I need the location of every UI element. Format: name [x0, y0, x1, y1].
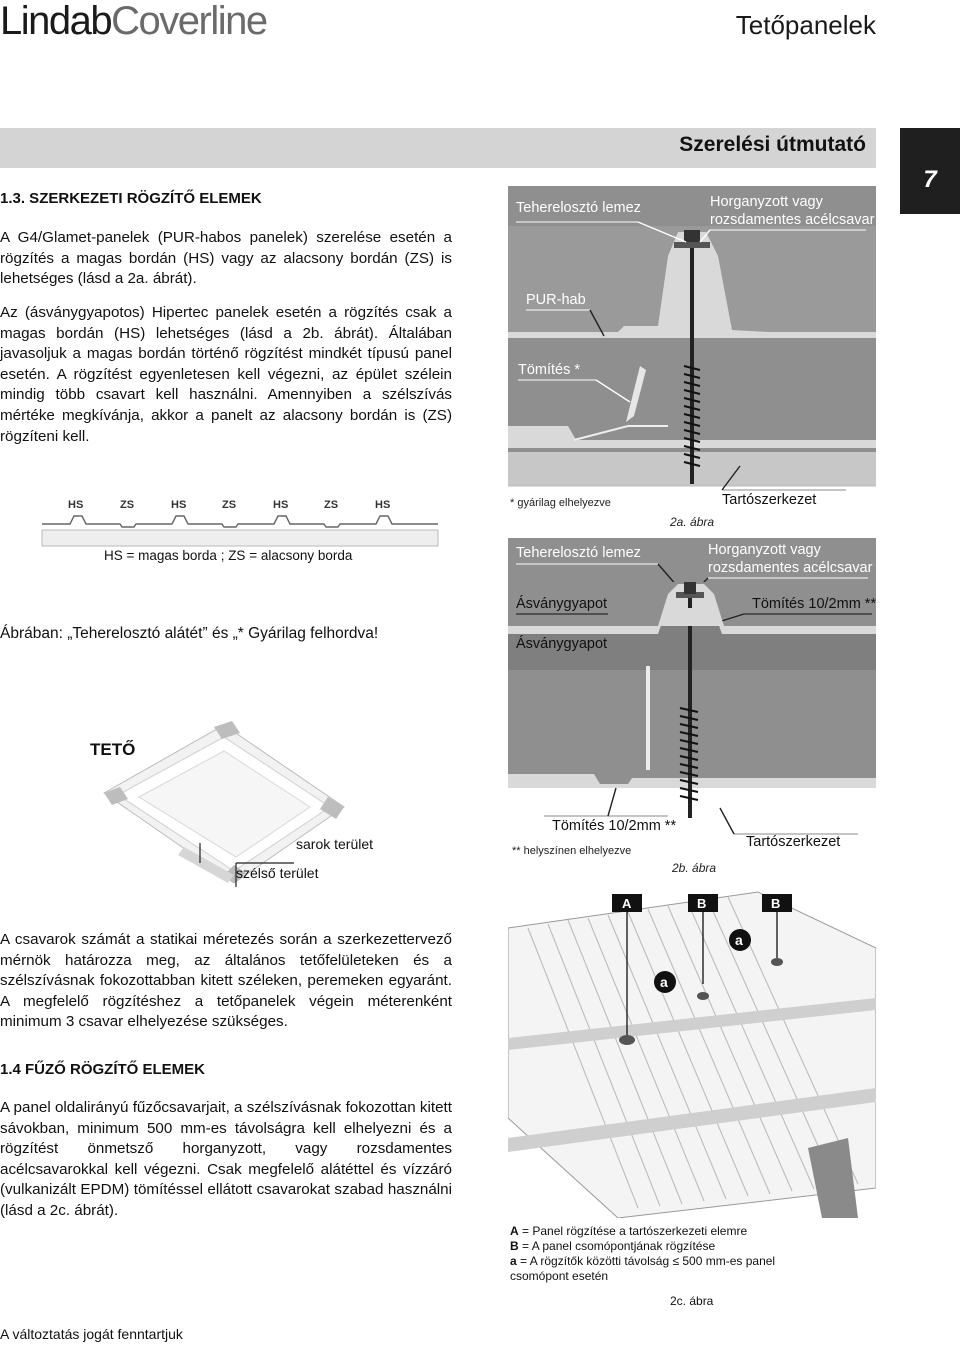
legend-text-A: = Panel rögzítése a tartószerkezeti elemre: [522, 1224, 748, 1238]
profile-label-zs-3: ZS: [324, 499, 339, 511]
figure-2a: [508, 186, 876, 536]
profile-label-zs-2: ZS: [222, 499, 237, 511]
heading-stitch-fasteners: 1.4 FŰZŐ RÖGZÍTŐ ELEMEK: [0, 1061, 206, 1078]
legend-text-a: = A rögzítők közötti távolság ≤ 500 mm-es panel csomópont esetén: [510, 1254, 776, 1283]
brand-part2: Coverline: [111, 0, 267, 43]
figure-2b: [508, 538, 876, 878]
marker-a2: a: [660, 974, 668, 990]
legend-row-A: [510, 1224, 800, 1239]
label-site: ** helyszínen elhelyezve: [512, 845, 632, 857]
profile-label-hs-3: HS: [273, 499, 289, 511]
roof-edge-label: szélső terület: [236, 865, 319, 881]
legend-text-B: = A panel csomópontjának rögzítése: [522, 1239, 716, 1253]
profile-labels: [68, 499, 390, 511]
label-wool: Ásványgyapot: [516, 636, 608, 652]
profile-label-hs-2: HS: [171, 499, 187, 511]
paragraph-2: Az (ásványgyapotos) Hipertec panelek esetén a rögzítés csak a magas bordán (HS) lehetséges (lásd a 2b. ábrát). Általában javasoljuk a magas bordán történő rögzítést mindkét típusú panel esetén. A rögzítést egyenletesen kell végezni, az épület szélein mindig több csavart kell használni. Amennyiben a szélszívás mértéke megkívánja, akkor a panelt az alacsony bordán is (ZS) rögzíteni kell.: [0, 304, 452, 445]
profile-label-zs-1: ZS: [120, 499, 135, 511]
chapter-tab: 7: [900, 128, 960, 214]
paragraph-3: A csavarok számát a statikai méretezés során a szerkezettervező mérnök határozza meg, az általános tetőfelületeken és a szélszívásnak fokozottabban kitett széleken, peremeken egyaránt. A megfelelő rögzítéshez a tetőpanelek végein méterenként minimum 3 csavar elhelyezése szükséges.: [0, 931, 452, 1031]
label-screw-line2: rozsdamentes acélcsavar: [710, 212, 875, 228]
profile-label-hs-4: HS: [375, 499, 391, 511]
label-seal: Tömítés *: [518, 362, 581, 378]
profile-label-hs-1: HS: [68, 499, 84, 511]
legend-key-a: a: [510, 1254, 517, 1268]
brand-logo: [0, 0, 267, 44]
marker-a1: a: [735, 932, 743, 948]
label-screw-2b-line1: Horganyzott vagy: [708, 542, 821, 558]
label-seal-bottom: Tömítés 10/2mm **: [552, 818, 677, 834]
label-structure: Tartószerkezet: [722, 492, 817, 508]
caption-2a: 2a. ábra: [670, 515, 715, 529]
legend-row-B: [510, 1239, 800, 1254]
bar-title: Szerelési útmutató: [679, 133, 866, 156]
figure-2c: [508, 888, 876, 1318]
marker-B1: B: [697, 896, 707, 911]
legend-2c: [510, 1224, 800, 1284]
legend-key-A: A: [510, 1224, 519, 1238]
paragraph-4: A panel oldalirányú fűzőcsavarjait, a szélszívásnak fokozottan kitett sávokban, minimum 500 mm-es távolságra kell elhelyezni és a rögzítést önmetsző horganyzott, vagy rozsdamentes acélcsavarokkal kell végezni. Csak megfelelő alátéttel és vízzáró (vulkanizált EPDM) tömítéssel ellátott csavarokat szabad használni (lásd a 2c. ábrát).: [0, 1099, 452, 1219]
panel-body: [42, 530, 438, 546]
caption-2b: 2b. ábra: [672, 861, 717, 875]
label-wool-visible: Ásványgyapot: [516, 596, 608, 612]
roof-title: TETŐ: [90, 740, 136, 759]
heading-structural-fasteners: 1.3. SZERKEZETI RÖGZÍTŐ ELEMEK: [0, 190, 262, 207]
label-structure-2b: Tartószerkezet: [746, 834, 841, 850]
label-seal-right: Tömítés 10/2mm **: [752, 596, 876, 612]
profile-line: [42, 516, 438, 527]
label-pur: PUR-hab: [526, 292, 586, 308]
legend-key-B: B: [510, 1239, 519, 1253]
note-text: Ábrában: „Teherelosztó alátét” és „* Gyárilag felhordva!: [0, 625, 379, 642]
footer-text: A változtatás jogát fenntartjuk: [0, 1326, 183, 1342]
section-title: Tetőpanelek: [735, 10, 876, 40]
profile-caption: HS = magas borda ; ZS = alacsony borda: [104, 548, 353, 563]
roof-zone-figure: [84, 715, 384, 900]
panel-profile-figure: [40, 494, 440, 574]
marker-B2: B: [771, 896, 781, 911]
label-load-plate-2b: Teherelosztó lemez: [516, 545, 641, 561]
label-screw-line1: Horganyzott vagy: [710, 194, 823, 210]
label-factory: * gyárilag elhelyezve: [510, 497, 611, 509]
marker-A: A: [622, 896, 632, 911]
label-load-plate: Teherelosztó lemez: [516, 200, 641, 216]
paragraph-1: A G4/Glamet-panelek (PUR-habos panelek) szerelése esetén a rögzítés a magas bordán (HS) vagy az alacsony bordán (ZS) is lehetséges (lásd a 2a. ábrát).: [0, 229, 452, 288]
brand-part1: Lindab: [0, 0, 112, 43]
label-screw-2b-line2: rozsdamentes acélcsavar: [708, 560, 873, 576]
legend-row-a: [510, 1254, 800, 1284]
caption-2c: 2c. ábra: [670, 1294, 714, 1308]
roof-corner-label: sarok terület: [296, 836, 374, 852]
